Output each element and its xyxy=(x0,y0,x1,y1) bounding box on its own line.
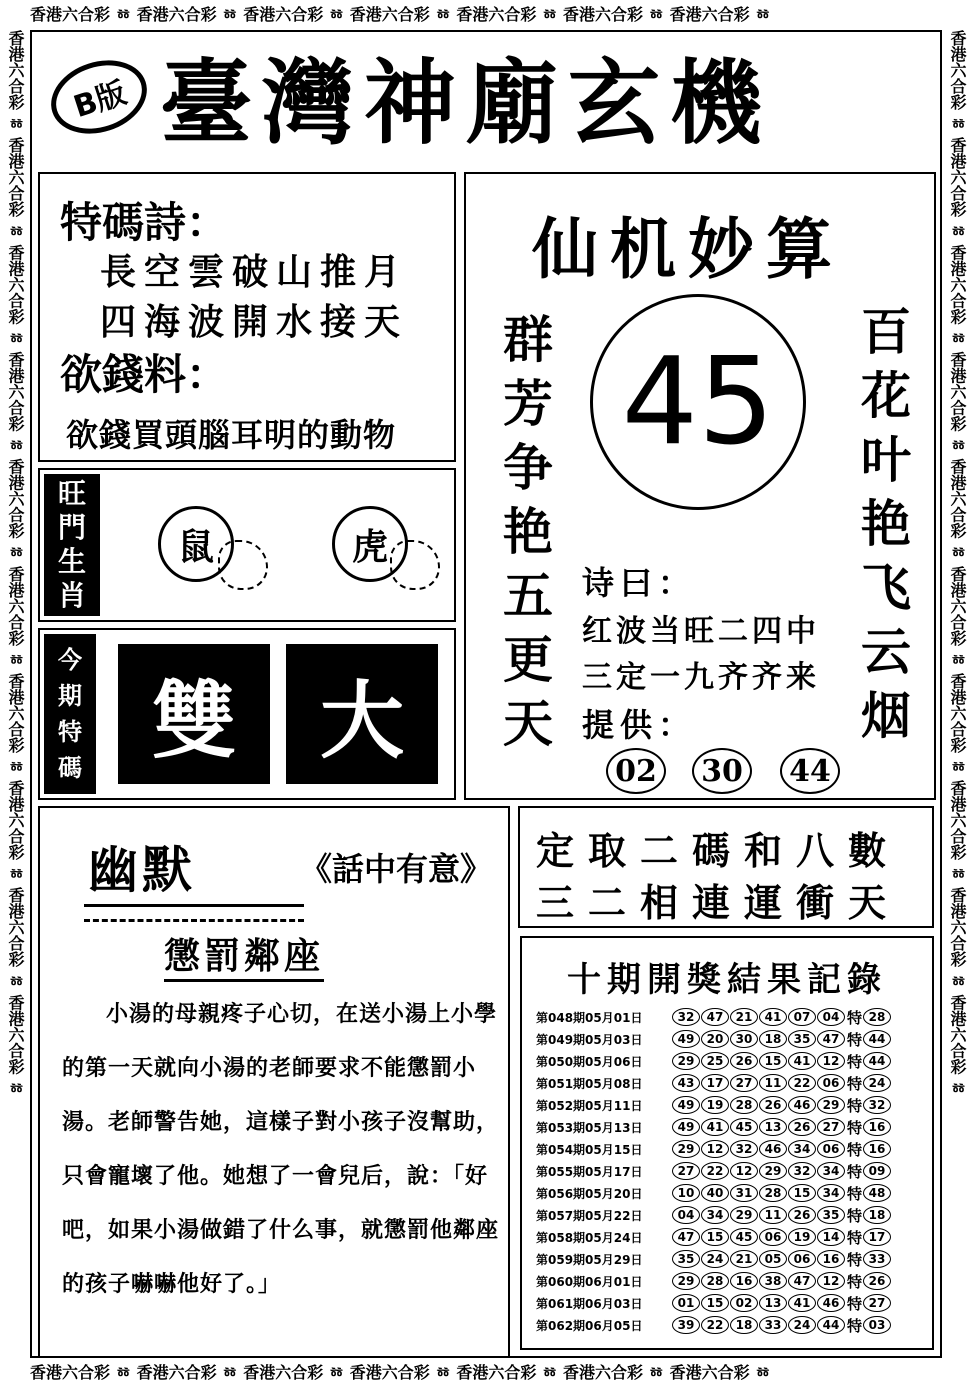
drawn-number: 16 xyxy=(817,1250,845,1268)
table-row xyxy=(536,1314,926,1336)
drawn-number: 15 xyxy=(701,1294,729,1312)
special-label-char: 特 xyxy=(58,718,82,746)
zodiac-label-char: 生 xyxy=(57,545,86,578)
verse-char: 飞 xyxy=(861,558,911,617)
draw-date-label: 第049期05月03日 xyxy=(536,1032,643,1047)
table-row xyxy=(536,1160,926,1182)
verse-char: 更 xyxy=(503,630,553,689)
story-body: 小湯的母親疼子心切，在送小湯上小學的第一天就向小湯的老師要求不能懲罰小湯。老師警告她，這樣子對小孩子沒幫助，只會寵壞了他。她想了一會兒后，說：「好吧，如果小湯做錯了什么事，就懲罰他鄰座的孩子嚇嚇他好了。」 xyxy=(62,1002,500,1297)
drawn-number: 19 xyxy=(788,1228,816,1246)
drawn-number: 41 xyxy=(759,1008,787,1026)
drawn-number: 45 xyxy=(730,1118,758,1136)
drawn-number: 26 xyxy=(788,1118,816,1136)
drawn-number: 19 xyxy=(701,1096,729,1114)
drawn-number: 16 xyxy=(730,1272,758,1290)
verse-char: 天 xyxy=(503,694,553,753)
table-row xyxy=(536,1292,926,1314)
drawn-number: 35 xyxy=(672,1250,700,1268)
draw-date-label: 第060期06月01日 xyxy=(536,1274,643,1289)
special-number: 16 xyxy=(863,1140,891,1158)
verse-char: 五 xyxy=(503,566,553,625)
verse-label: 诗曰： xyxy=(582,564,697,602)
drawn-number: 29 xyxy=(672,1272,700,1290)
draw-date-label: 第057期05月22日 xyxy=(536,1208,643,1223)
drawn-number: 29 xyxy=(759,1162,787,1180)
wave-divider xyxy=(84,904,304,922)
draw-date-label: 第062期06月05日 xyxy=(536,1318,643,1333)
drawn-number: 28 xyxy=(759,1184,787,1202)
verse-char: 争 xyxy=(503,438,553,497)
special-code-label xyxy=(44,634,96,794)
humor-panel xyxy=(38,806,510,1358)
zodiac-label xyxy=(44,474,100,616)
drawn-number: 12 xyxy=(817,1052,845,1070)
page-title: 臺灣神廟玄機 xyxy=(160,49,773,157)
riddle-text: 欲錢買頭腦耳明的動物 xyxy=(66,416,397,454)
draw-date-label: 第058期05月24日 xyxy=(536,1230,643,1245)
special-tag: 特 xyxy=(847,1162,863,1181)
verse-char: 群 xyxy=(503,310,553,369)
results-panel xyxy=(520,936,934,1350)
drawn-number: 01 xyxy=(672,1294,700,1312)
verse-char: 云 xyxy=(861,622,911,681)
drawn-number: 13 xyxy=(759,1118,787,1136)
drawn-number: 45 xyxy=(730,1228,758,1246)
special-number: 18 xyxy=(863,1206,891,1224)
provide-label: 提供： xyxy=(582,706,697,744)
drawn-number: 49 xyxy=(672,1030,700,1048)
drawn-number: 22 xyxy=(701,1162,729,1180)
drawn-number: 38 xyxy=(759,1272,787,1290)
draw-date-label: 第056期05月20日 xyxy=(536,1186,643,1201)
special-number: 44 xyxy=(863,1052,891,1070)
draw-date-label: 第061期06月03日 xyxy=(536,1296,643,1311)
drawn-number: 12 xyxy=(701,1140,729,1158)
results-title: 十期開獎結果記錄 xyxy=(567,960,887,1000)
drawn-number: 29 xyxy=(672,1052,700,1070)
xian-panel xyxy=(464,172,936,800)
drawn-number: 27 xyxy=(817,1118,845,1136)
verse-line-2: 三定一九齐齐来 xyxy=(582,660,820,695)
drawn-number: 04 xyxy=(817,1008,845,1026)
draw-date-label: 第048期05月01日 xyxy=(536,1010,643,1025)
left-border-strip: 香港六合彩 ㆅ 香港六合彩 ㆅ 香港六合彩 ㆅ 香港六合彩 ㆅ 香港六合彩 ㆅ 香港六合彩 ㆅ 香港六合彩 ㆅ 香港六合彩 ㆅ 香港六合彩 ㆅ 香港六合彩 ㆅ xyxy=(6,30,25,1096)
drawn-number: 28 xyxy=(730,1096,758,1114)
humor-title: 幽默 xyxy=(88,840,196,899)
drawn-number: 18 xyxy=(730,1316,758,1334)
verse-char: 花 xyxy=(861,366,911,425)
riddle-title: 欲錢料： xyxy=(60,350,229,399)
drawn-number: 15 xyxy=(788,1184,816,1202)
special-tag: 特 xyxy=(847,1250,863,1269)
drawn-number: 11 xyxy=(759,1206,787,1224)
drawn-number: 34 xyxy=(817,1184,845,1202)
table-row xyxy=(536,1006,926,1028)
drawn-number: 46 xyxy=(788,1096,816,1114)
zodiac-label-char: 門 xyxy=(57,511,86,544)
drawn-number: 29 xyxy=(730,1206,758,1224)
drawn-number: 14 xyxy=(817,1228,845,1246)
drawn-number: 26 xyxy=(730,1052,758,1070)
table-row xyxy=(536,1248,926,1270)
drawn-number: 13 xyxy=(759,1294,787,1312)
right-vertical-verse xyxy=(856,300,916,748)
drawn-number: 15 xyxy=(759,1052,787,1070)
drawn-number: 06 xyxy=(817,1140,845,1158)
drawn-number: 32 xyxy=(788,1162,816,1180)
drawn-number: 34 xyxy=(788,1140,816,1158)
poem-line-1: 長空雲破山推月 xyxy=(100,251,409,293)
special-tag: 特 xyxy=(847,1140,863,1159)
drawn-number: 29 xyxy=(817,1096,845,1114)
drawn-number: 39 xyxy=(672,1316,700,1334)
verse-char: 百 xyxy=(861,302,911,361)
drawn-number: 46 xyxy=(817,1294,845,1312)
xian-title: 仙机妙算 xyxy=(532,211,844,288)
drawn-number: 34 xyxy=(701,1206,729,1224)
drawn-number: 49 xyxy=(672,1118,700,1136)
drawn-number: 47 xyxy=(788,1272,816,1290)
drawn-number: 34 xyxy=(817,1162,845,1180)
drawn-number: 15 xyxy=(701,1228,729,1246)
drawn-number: 32 xyxy=(672,1008,700,1026)
drawn-number: 11 xyxy=(759,1074,787,1092)
drawn-number: 41 xyxy=(788,1052,816,1070)
drawn-number: 18 xyxy=(759,1030,787,1048)
drawn-number: 06 xyxy=(788,1250,816,1268)
table-row xyxy=(536,1050,926,1072)
special-tag: 特 xyxy=(847,1316,863,1335)
drawn-number: 10 xyxy=(672,1184,700,1202)
drawn-number: 49 xyxy=(672,1096,700,1114)
drawn-number: 35 xyxy=(788,1030,816,1048)
draw-date-label: 第054期05月15日 xyxy=(536,1142,643,1157)
poem-line-2: 四海波開水接天 xyxy=(100,301,409,343)
drawn-number: 12 xyxy=(730,1162,758,1180)
drawn-number: 22 xyxy=(788,1074,816,1092)
provided-number: 30 xyxy=(692,748,752,794)
drawn-number: 26 xyxy=(788,1206,816,1224)
drawn-number: 07 xyxy=(788,1008,816,1026)
edition-badge: B版 xyxy=(42,49,157,146)
drawn-number: 25 xyxy=(701,1052,729,1070)
table-row xyxy=(536,1072,926,1094)
special-tile-double: 雙 xyxy=(118,644,270,784)
drawn-number: 31 xyxy=(730,1184,758,1202)
drawn-number: 35 xyxy=(817,1206,845,1224)
zodiac-panel xyxy=(38,468,456,622)
drawn-number: 12 xyxy=(817,1272,845,1290)
drawn-number: 27 xyxy=(730,1074,758,1092)
special-number: 33 xyxy=(863,1250,891,1268)
draw-date-label: 第053期05月13日 xyxy=(536,1120,643,1135)
code-verse-line-2: 三二相連運衝天 xyxy=(536,880,901,925)
zodiac-rat-badge: 鼠 xyxy=(158,506,234,582)
draw-date-label: 第050期05月06日 xyxy=(536,1054,643,1069)
drawn-number: 47 xyxy=(817,1030,845,1048)
drawn-number: 27 xyxy=(672,1162,700,1180)
drawn-number: 47 xyxy=(701,1008,729,1026)
table-row xyxy=(536,1094,926,1116)
drawn-number: 41 xyxy=(701,1118,729,1136)
special-label-char: 碼 xyxy=(58,754,82,782)
special-label-char: 今 xyxy=(58,646,82,674)
left-vertical-verse xyxy=(498,308,558,756)
drawn-number: 30 xyxy=(730,1030,758,1048)
provided-number: 02 xyxy=(606,748,666,794)
drawn-number: 41 xyxy=(788,1294,816,1312)
drawn-number: 20 xyxy=(701,1030,729,1048)
special-number: 48 xyxy=(863,1184,891,1202)
special-tile-big: 大 xyxy=(286,644,438,784)
drawn-number: 06 xyxy=(817,1074,845,1092)
table-row xyxy=(536,1226,926,1248)
drawn-number: 21 xyxy=(730,1250,758,1268)
special-tag: 特 xyxy=(847,1272,863,1291)
drawn-number: 02 xyxy=(730,1294,758,1312)
header xyxy=(40,40,930,160)
poem-panel xyxy=(38,172,456,462)
verse-char: 艳 xyxy=(503,502,553,561)
special-tag: 特 xyxy=(847,1184,863,1203)
poem-title: 特碼詩： xyxy=(60,198,229,247)
special-tag: 特 xyxy=(847,1228,863,1247)
drawn-number: 24 xyxy=(701,1250,729,1268)
special-number: 03 xyxy=(863,1316,891,1334)
special-tag: 特 xyxy=(847,1206,863,1225)
special-tag: 特 xyxy=(847,1074,863,1093)
code-verse-panel xyxy=(518,806,934,928)
table-row xyxy=(536,1028,926,1050)
zodiac-label-char: 肖 xyxy=(57,579,86,612)
drawn-number: 43 xyxy=(672,1074,700,1092)
drawn-number: 47 xyxy=(672,1228,700,1246)
table-row xyxy=(536,1182,926,1204)
drawn-number: 22 xyxy=(701,1316,729,1334)
verse-char: 芳 xyxy=(503,374,553,433)
provided-number: 44 xyxy=(780,748,840,794)
verse-char: 叶 xyxy=(861,430,911,489)
draw-date-label: 第059期05月29日 xyxy=(536,1252,643,1267)
drawn-number: 06 xyxy=(759,1228,787,1246)
verse-char: 烟 xyxy=(861,686,911,745)
circled-number: 45 xyxy=(590,294,806,510)
special-number: 24 xyxy=(863,1074,891,1092)
special-number: 17 xyxy=(863,1228,891,1246)
table-row xyxy=(536,1116,926,1138)
table-row xyxy=(536,1204,926,1226)
bottom-border-strip: 香港六合彩 ㆅ 香港六合彩 ㆅ 香港六合彩 ㆅ 香港六合彩 ㆅ 香港六合彩 ㆅ 香港六合彩 ㆅ 香港六合彩 ㆅ xyxy=(30,1363,771,1382)
drawn-number: 24 xyxy=(788,1316,816,1334)
special-label-char: 期 xyxy=(58,682,82,710)
special-number: 09 xyxy=(863,1162,891,1180)
special-code-panel xyxy=(38,628,456,800)
table-row xyxy=(536,1138,926,1160)
drawn-number: 04 xyxy=(672,1206,700,1224)
drawn-number: 17 xyxy=(701,1074,729,1092)
drawn-number: 29 xyxy=(672,1140,700,1158)
special-number: 44 xyxy=(863,1030,891,1048)
code-verse-line-1: 定取二碼和八數 xyxy=(536,828,901,873)
drawn-number: 26 xyxy=(759,1096,787,1114)
special-number: 26 xyxy=(863,1272,891,1290)
special-tag: 特 xyxy=(847,1294,863,1313)
zodiac-tiger-badge: 虎 xyxy=(332,506,408,582)
special-tag: 特 xyxy=(847,1008,863,1027)
drawn-number: 44 xyxy=(817,1316,845,1334)
special-tag: 特 xyxy=(847,1052,863,1071)
drawn-number: 46 xyxy=(759,1140,787,1158)
drawn-number: 40 xyxy=(701,1184,729,1202)
special-number: 28 xyxy=(863,1008,891,1026)
verse-line-1: 红波当旺二四中 xyxy=(582,614,820,649)
drawn-number: 32 xyxy=(730,1140,758,1158)
drawn-number: 21 xyxy=(730,1008,758,1026)
drawn-number: 05 xyxy=(759,1250,787,1268)
draw-date-label: 第051期05月08日 xyxy=(536,1076,643,1091)
drawn-number: 33 xyxy=(759,1316,787,1334)
right-border-strip: 香港六合彩 ㆅ 香港六合彩 ㆅ 香港六合彩 ㆅ 香港六合彩 ㆅ 香港六合彩 ㆅ 香港六合彩 ㆅ 香港六合彩 ㆅ 香港六合彩 ㆅ 香港六合彩 ㆅ 香港六合彩 ㆅ xyxy=(948,30,967,1096)
rat-illustration-icon xyxy=(218,540,268,590)
drawn-number: 28 xyxy=(701,1272,729,1290)
zodiac-label-char: 旺 xyxy=(57,477,86,510)
verse-char: 艳 xyxy=(861,494,911,553)
special-tag: 特 xyxy=(847,1030,863,1049)
draw-date-label: 第055期05月17日 xyxy=(536,1164,643,1179)
story-heading: 懲罰鄰座 xyxy=(164,928,324,982)
table-row xyxy=(536,1270,926,1292)
results-table xyxy=(536,1006,926,1336)
special-number: 27 xyxy=(863,1294,891,1312)
draw-date-label: 第052期05月11日 xyxy=(536,1098,643,1113)
humor-subtitle: 《話中有意》 xyxy=(300,850,493,888)
special-number: 32 xyxy=(863,1096,891,1114)
special-tag: 特 xyxy=(847,1096,863,1115)
special-tag: 特 xyxy=(847,1118,863,1137)
special-number: 16 xyxy=(863,1118,891,1136)
top-border-strip: 香港六合彩 ㆅ 香港六合彩 ㆅ 香港六合彩 ㆅ 香港六合彩 ㆅ 香港六合彩 ㆅ 香港六合彩 ㆅ 香港六合彩 ㆅ xyxy=(30,5,771,24)
tiger-illustration-icon xyxy=(390,540,440,590)
